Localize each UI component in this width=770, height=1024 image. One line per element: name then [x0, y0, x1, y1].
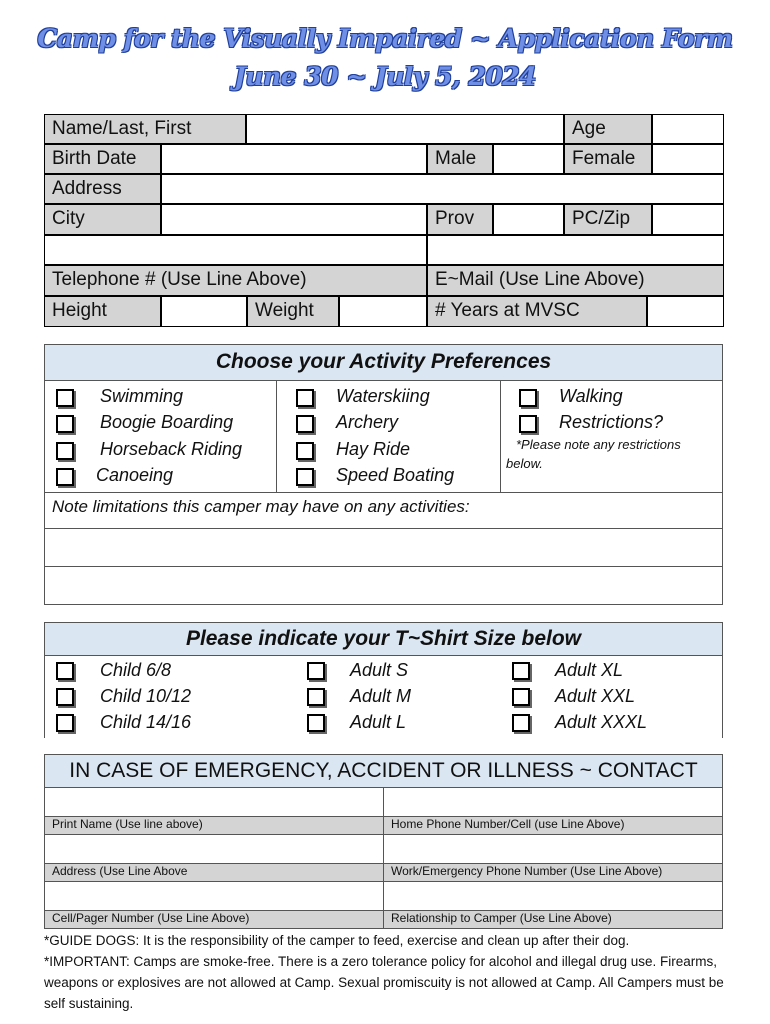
- name-label: Name/Last, First: [44, 114, 246, 144]
- adult-s-label: Adult S: [350, 660, 409, 680]
- canoeing-label: Canoeing: [96, 465, 174, 485]
- child-14-16-label: Child 14/16: [100, 712, 192, 732]
- address-contact-field[interactable]: [44, 834, 384, 864]
- male-box[interactable]: [493, 144, 564, 174]
- adult-m-checkbox[interactable]: [307, 688, 325, 706]
- work-phone-label: Work/Emergency Phone Number (Use Line Above): [383, 863, 723, 882]
- speed-boating-label: Speed Boating: [336, 465, 455, 485]
- age-field[interactable]: [652, 114, 724, 144]
- print-name-field[interactable]: [44, 787, 384, 817]
- email-label: E~Mail (Use Line Above): [427, 265, 724, 296]
- activities-divider: [276, 381, 277, 492]
- walking-checkbox[interactable]: [519, 389, 537, 407]
- emergency-heading: IN CASE OF EMERGENCY, ACCIDENT OR ILLNESS ~ CONTACT: [44, 754, 723, 788]
- home-phone-label: Home Phone Number/Cell (use Line Above): [383, 816, 723, 835]
- birth-date-field[interactable]: [161, 144, 427, 174]
- age-label: Age: [564, 114, 652, 144]
- archery-label: Archery: [336, 412, 399, 432]
- adult-xl-checkbox[interactable]: [512, 662, 530, 680]
- height-label: Height: [44, 296, 161, 327]
- activities-divider: [500, 381, 501, 492]
- years-label: # Years at MVSC: [427, 296, 647, 327]
- boogie-boarding-label: Boogie Boarding: [100, 412, 234, 432]
- weight-label: Weight: [247, 296, 339, 327]
- adult-l-label: Adult L: [350, 712, 407, 732]
- relationship-label: Relationship to Camper (Use Line Above): [383, 910, 723, 929]
- address-field[interactable]: [161, 174, 724, 204]
- important-note: *IMPORTANT: Camps are smoke-free. There is a zero tolerance policy for alcohol and illegal drug use. Firearms, weapons or explosives are not allowed at Camp. Sexual promiscuity is not allowed at Camp. All Campers must be self sustaining.: [44, 954, 724, 1011]
- limitations-label: Note limitations this camper may have on any activities:: [52, 497, 470, 516]
- address-label: Address: [44, 174, 161, 204]
- child-10-12-label: Child 10/12: [100, 686, 192, 706]
- camp-dates: June 30 ~ July 5, 2024: [233, 62, 537, 91]
- limitations-line: [44, 566, 723, 567]
- home-phone-field[interactable]: [383, 787, 723, 817]
- child-14-16-checkbox[interactable]: [56, 714, 74, 732]
- waterskiing-label: Waterskiing: [336, 386, 430, 406]
- activities-divider: [44, 492, 723, 493]
- swimming-label: Swimming: [100, 386, 184, 406]
- adult-xl-label: Adult XL: [555, 660, 624, 680]
- cell-pager-label: Cell/Pager Number (Use Line Above): [44, 910, 384, 929]
- form-title: Camp for the Visually Impaired ~ Application Form: [37, 24, 733, 53]
- prov-label: Prov: [427, 204, 493, 235]
- adult-l-checkbox[interactable]: [307, 714, 325, 732]
- restrictions-label: Restrictions?: [559, 412, 664, 432]
- activities-heading: Choose your Activity Preferences: [44, 344, 723, 381]
- years-field[interactable]: [647, 296, 724, 327]
- canoeing-checkbox[interactable]: [56, 468, 74, 486]
- name-field[interactable]: [246, 114, 564, 144]
- city-field[interactable]: [161, 204, 427, 235]
- female-label: Female: [564, 144, 652, 174]
- male-label: Male: [427, 144, 493, 174]
- print-name-label: Print Name (Use line above): [44, 816, 384, 835]
- height-field[interactable]: [161, 296, 247, 327]
- address-contact-label: Address (Use Line Above: [44, 863, 384, 882]
- zip-label: PC/Zip: [564, 204, 652, 235]
- zip-field[interactable]: [652, 204, 724, 235]
- birth-date-label: Birth Date: [44, 144, 161, 174]
- restrictions-note: *Please note any restrictions below.: [506, 437, 681, 471]
- archery-checkbox[interactable]: [296, 415, 314, 433]
- adult-xxl-label: Adult XXL: [555, 686, 636, 706]
- horseback-riding-checkbox[interactable]: [56, 442, 74, 460]
- swimming-checkbox[interactable]: [56, 389, 74, 407]
- adult-xxxl-checkbox[interactable]: [512, 714, 530, 732]
- work-phone-field[interactable]: [383, 834, 723, 864]
- telephone-label: Telephone # (Use Line Above): [44, 265, 427, 296]
- female-box[interactable]: [652, 144, 724, 174]
- restrictions-checkbox[interactable]: [519, 415, 537, 433]
- guide-dogs-note: *GUIDE DOGS: It is the responsibility of the camper to feed, exercise and clean up after their dog.: [44, 933, 630, 948]
- city-label: City: [44, 204, 161, 235]
- horseback-riding-label: Horseback Riding: [100, 439, 243, 459]
- adult-s-checkbox[interactable]: [307, 662, 325, 680]
- child-10-12-checkbox[interactable]: [56, 688, 74, 706]
- email-field[interactable]: [427, 235, 724, 265]
- telephone-field[interactable]: [44, 235, 427, 265]
- adult-m-label: Adult M: [350, 686, 412, 706]
- relationship-field[interactable]: [383, 881, 723, 911]
- prov-field[interactable]: [493, 204, 564, 235]
- limitations-line: [44, 528, 723, 529]
- boogie-boarding-checkbox[interactable]: [56, 415, 74, 433]
- adult-xxxl-label: Adult XXXL: [555, 712, 648, 732]
- adult-xxl-checkbox[interactable]: [512, 688, 530, 706]
- cell-pager-field[interactable]: [44, 881, 384, 911]
- walking-label: Walking: [559, 386, 623, 406]
- hay-ride-checkbox[interactable]: [296, 442, 314, 460]
- child-6-8-checkbox[interactable]: [56, 662, 74, 680]
- tshirt-heading: Please indicate your T~Shirt Size below: [44, 622, 723, 656]
- speed-boating-checkbox[interactable]: [296, 468, 314, 486]
- child-6-8-label: Child 6/8: [100, 660, 172, 680]
- waterskiing-checkbox[interactable]: [296, 389, 314, 407]
- weight-field[interactable]: [339, 296, 427, 327]
- hay-ride-label: Hay Ride: [336, 439, 411, 459]
